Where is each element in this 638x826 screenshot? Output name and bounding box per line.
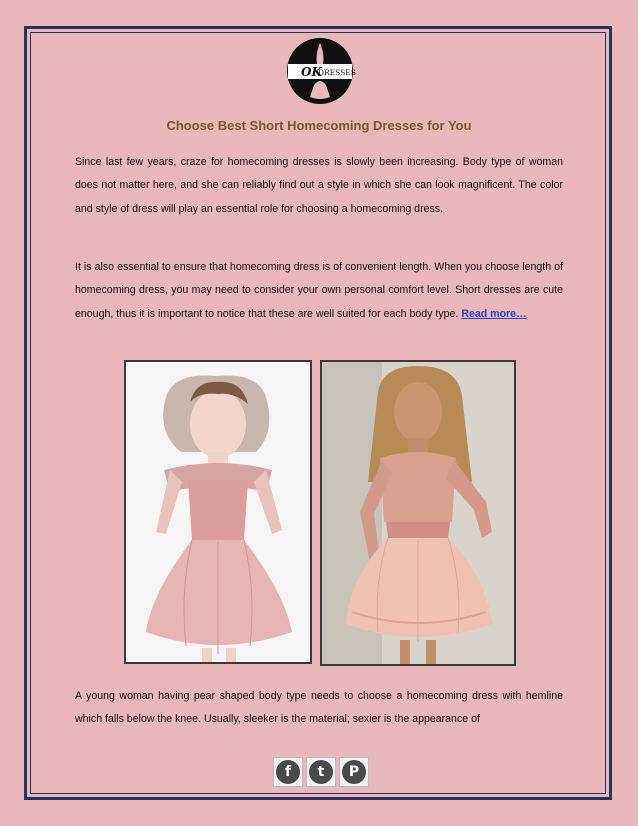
paragraph-3: A young woman having pear shaped body type needs to choose a homecoming dress with hemline which falls below the knee. Usually, sleeker is the material; sexier is the appearance of xyxy=(75,690,563,726)
logo-ok-text: OK xyxy=(301,65,322,79)
logo-dresses-text: DRESSES xyxy=(318,68,356,77)
dress-illustration-right xyxy=(322,362,514,664)
dress-photo-right xyxy=(320,360,516,666)
facebook-button[interactable] xyxy=(273,757,303,787)
page-title: Choose Best Short Homecoming Dresses for You xyxy=(166,118,472,133)
pinterest-button[interactable] xyxy=(339,757,369,787)
paragraph-2 xyxy=(75,256,563,326)
twitter-button[interactable] xyxy=(306,757,336,787)
social-links xyxy=(273,757,369,787)
dress-illustration-left xyxy=(126,362,310,662)
page-border-inner xyxy=(30,32,606,794)
twitter-icon: t xyxy=(309,760,333,784)
dress-photo-left xyxy=(124,360,312,664)
facebook-icon: f xyxy=(276,760,300,784)
read-more-link[interactable]: Read more… xyxy=(461,307,527,320)
paragraph-2-text: It is also essential to ensure that homecoming dress is of convenient length. When you choose length of homecoming dress, you may need to consider your own personal comfort level. Short dresses are cute enough, thus it is important to notice that these are well suited for each body type. xyxy=(75,261,563,320)
paragraph-1: Since last few years, craze for homecoming dresses is slowly been increasing. Body type of woman does not matter here, and she can reliably find out a style in which she can look magnificent. The color and style of dress will play an essential role for choosing a homecoming dress. xyxy=(75,156,563,215)
ok-dresses-logo xyxy=(284,37,356,105)
pinterest-icon: P xyxy=(342,760,366,784)
